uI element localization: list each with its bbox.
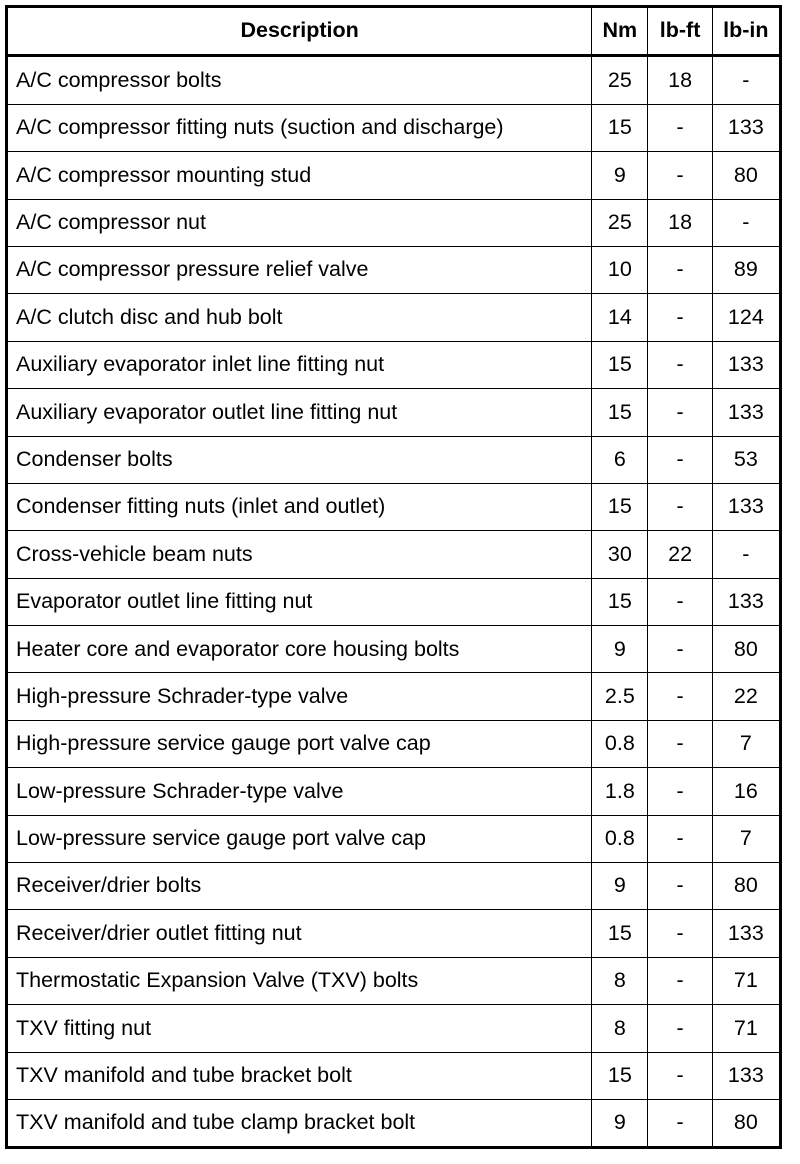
cell-lb-ft: 22 — [648, 531, 712, 578]
cell-lb-in: 133 — [712, 341, 780, 388]
cell-nm: 15 — [592, 578, 648, 625]
table-row — [7, 863, 781, 910]
torque-spec-table — [5, 5, 782, 1149]
cell-description: Auxiliary evaporator outlet line fitting nut — [7, 389, 592, 436]
header-description: Description — [7, 7, 592, 56]
cell-nm: 30 — [592, 531, 648, 578]
cell-lb-ft: - — [648, 815, 712, 862]
cell-nm: 25 — [592, 56, 648, 104]
cell-lb-ft: 18 — [648, 56, 712, 104]
table-row — [7, 1052, 781, 1099]
cell-lb-in: 71 — [712, 957, 780, 1004]
table-row — [7, 1099, 781, 1147]
cell-lb-in: 80 — [712, 863, 780, 910]
cell-lb-in: 133 — [712, 1052, 780, 1099]
cell-description: A/C compressor mounting stud — [7, 152, 592, 199]
header-lb-ft: lb-ft — [648, 7, 712, 56]
table-row — [7, 246, 781, 293]
cell-nm: 15 — [592, 1052, 648, 1099]
table-row — [7, 56, 781, 104]
cell-lb-ft: - — [648, 673, 712, 720]
table-row — [7, 957, 781, 1004]
cell-nm: 2.5 — [592, 673, 648, 720]
cell-lb-ft: - — [648, 294, 712, 341]
cell-description: A/C compressor bolts — [7, 56, 592, 104]
table-row — [7, 626, 781, 673]
table-row — [7, 673, 781, 720]
table-row — [7, 294, 781, 341]
cell-nm: 15 — [592, 483, 648, 530]
cell-lb-ft: - — [648, 341, 712, 388]
cell-lb-ft: - — [648, 104, 712, 151]
table-row — [7, 199, 781, 246]
cell-lb-in: 53 — [712, 436, 780, 483]
cell-lb-in: 16 — [712, 768, 780, 815]
table-body — [7, 56, 781, 1148]
cell-lb-ft: - — [648, 720, 712, 767]
cell-lb-ft: 18 — [648, 199, 712, 246]
cell-lb-in: - — [712, 199, 780, 246]
cell-description: Thermostatic Expansion Valve (TXV) bolts — [7, 957, 592, 1004]
cell-lb-in: 7 — [712, 815, 780, 862]
cell-lb-ft: - — [648, 389, 712, 436]
table-row — [7, 531, 781, 578]
table-row — [7, 436, 781, 483]
cell-description: TXV fitting nut — [7, 1005, 592, 1052]
cell-nm: 9 — [592, 152, 648, 199]
table-row — [7, 152, 781, 199]
table-row — [7, 1005, 781, 1052]
cell-lb-in: 80 — [712, 626, 780, 673]
cell-description: Auxiliary evaporator inlet line fitting nut — [7, 341, 592, 388]
cell-lb-ft: - — [648, 626, 712, 673]
cell-description: TXV manifold and tube clamp bracket bolt — [7, 1099, 592, 1147]
cell-lb-ft: - — [648, 246, 712, 293]
cell-nm: 6 — [592, 436, 648, 483]
cell-lb-in: 22 — [712, 673, 780, 720]
cell-lb-in: 80 — [712, 152, 780, 199]
cell-lb-ft: - — [648, 1005, 712, 1052]
cell-description: Cross-vehicle beam nuts — [7, 531, 592, 578]
cell-lb-ft: - — [648, 1099, 712, 1147]
cell-description: A/C clutch disc and hub bolt — [7, 294, 592, 341]
table-header — [7, 7, 781, 56]
cell-lb-ft: - — [648, 152, 712, 199]
cell-nm: 9 — [592, 1099, 648, 1147]
header-nm: Nm — [592, 7, 648, 56]
cell-description: Heater core and evaporator core housing bolts — [7, 626, 592, 673]
cell-nm: 14 — [592, 294, 648, 341]
cell-lb-in: 133 — [712, 483, 780, 530]
cell-nm: 9 — [592, 626, 648, 673]
cell-lb-ft: - — [648, 768, 712, 815]
table-row — [7, 910, 781, 957]
table-row — [7, 341, 781, 388]
cell-description: A/C compressor fitting nuts (suction and discharge) — [7, 104, 592, 151]
table-row — [7, 104, 781, 151]
cell-lb-in: 133 — [712, 910, 780, 957]
cell-lb-ft: - — [648, 957, 712, 1004]
header-lb-in: lb-in — [712, 7, 780, 56]
cell-lb-in: 89 — [712, 246, 780, 293]
cell-nm: 25 — [592, 199, 648, 246]
cell-nm: 0.8 — [592, 720, 648, 767]
cell-lb-in: 7 — [712, 720, 780, 767]
cell-nm: 10 — [592, 246, 648, 293]
cell-lb-in: 133 — [712, 104, 780, 151]
cell-description: Evaporator outlet line fitting nut — [7, 578, 592, 625]
cell-nm: 1.8 — [592, 768, 648, 815]
cell-nm: 9 — [592, 863, 648, 910]
cell-lb-ft: - — [648, 483, 712, 530]
cell-lb-ft: - — [648, 863, 712, 910]
cell-description: A/C compressor pressure relief valve — [7, 246, 592, 293]
cell-lb-in: 133 — [712, 578, 780, 625]
cell-nm: 0.8 — [592, 815, 648, 862]
cell-description: TXV manifold and tube bracket bolt — [7, 1052, 592, 1099]
table-row — [7, 578, 781, 625]
cell-description: High-pressure Schrader-type valve — [7, 673, 592, 720]
cell-description: Low-pressure service gauge port valve cap — [7, 815, 592, 862]
cell-nm: 8 — [592, 1005, 648, 1052]
cell-lb-in: 133 — [712, 389, 780, 436]
table-row — [7, 720, 781, 767]
cell-lb-in: - — [712, 56, 780, 104]
cell-lb-in: - — [712, 531, 780, 578]
cell-nm: 15 — [592, 910, 648, 957]
table-row — [7, 768, 781, 815]
cell-description: Receiver/drier bolts — [7, 863, 592, 910]
cell-lb-ft: - — [648, 1052, 712, 1099]
table-row — [7, 389, 781, 436]
cell-nm: 15 — [592, 104, 648, 151]
cell-description: High-pressure service gauge port valve cap — [7, 720, 592, 767]
table-row — [7, 815, 781, 862]
cell-lb-ft: - — [648, 436, 712, 483]
table-row — [7, 483, 781, 530]
cell-description: A/C compressor nut — [7, 199, 592, 246]
cell-description: Condenser bolts — [7, 436, 592, 483]
cell-nm: 8 — [592, 957, 648, 1004]
cell-lb-in: 71 — [712, 1005, 780, 1052]
cell-lb-in: 80 — [712, 1099, 780, 1147]
cell-description: Condenser fitting nuts (inlet and outlet) — [7, 483, 592, 530]
header-row — [7, 7, 781, 56]
cell-nm: 15 — [592, 341, 648, 388]
cell-description: Receiver/drier outlet fitting nut — [7, 910, 592, 957]
cell-lb-in: 124 — [712, 294, 780, 341]
cell-description: Low-pressure Schrader-type valve — [7, 768, 592, 815]
cell-nm: 15 — [592, 389, 648, 436]
cell-lb-ft: - — [648, 578, 712, 625]
cell-lb-ft: - — [648, 910, 712, 957]
